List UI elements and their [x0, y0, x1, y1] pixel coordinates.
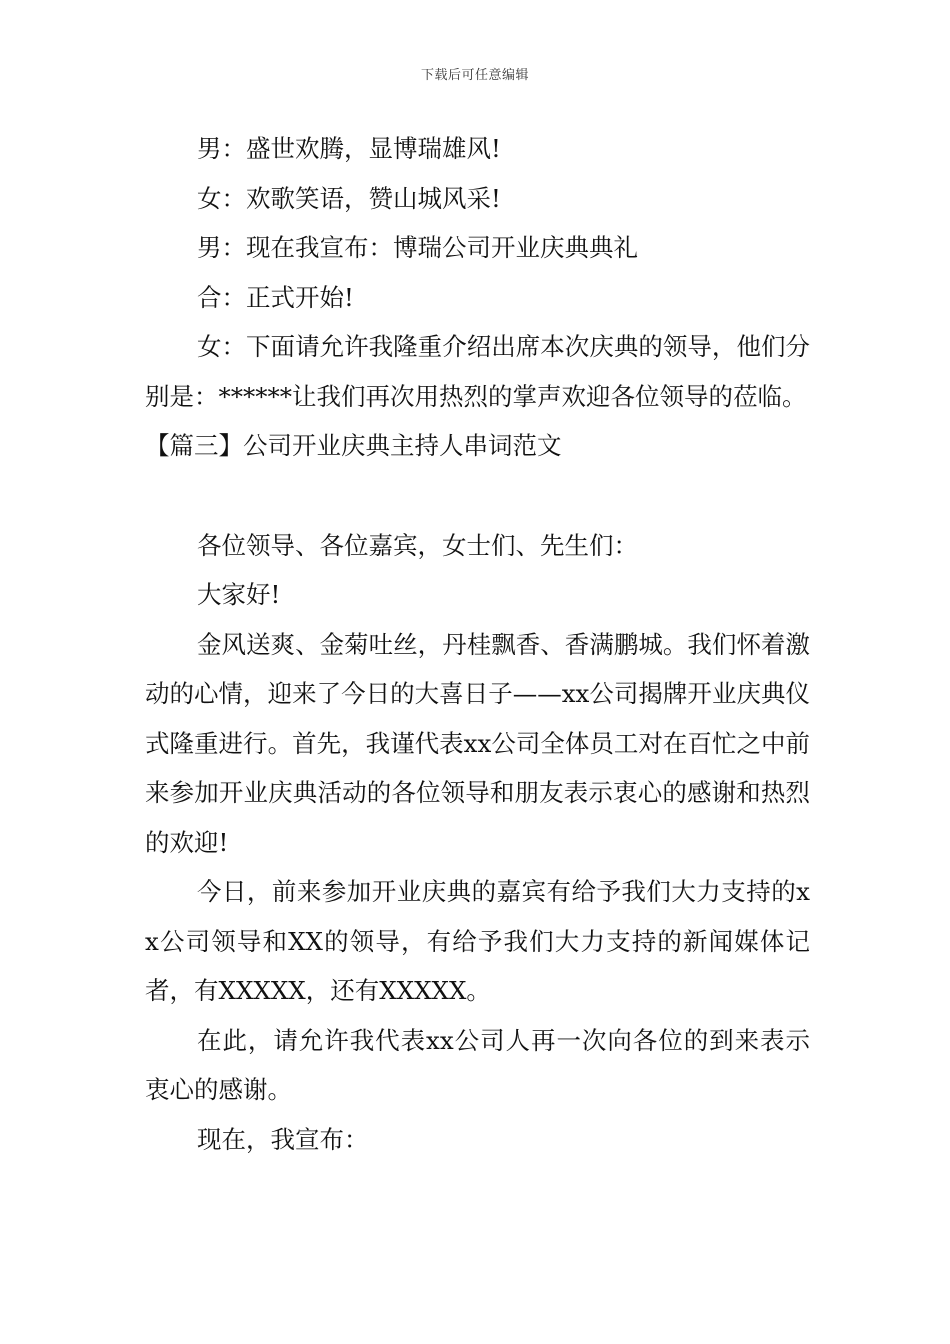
paragraph: 男：盛世欢腾，显博瑞雄风! [197, 134, 501, 163]
paragraph: 女：欢歌笑语，赞山城风采! [197, 183, 501, 213]
section-heading: 【篇三】公司开业庆典主持人串词范文 [145, 431, 562, 460]
page-header: 下载后可任意编辑 [420, 68, 529, 83]
paragraph: 今日，前来参加开业庆典的嘉宾有给予我们大力支持的xx公司领导和XX的领导，有给予我们大力支持的新闻媒体记者，有XXXXX，还有XXXXX。 [145, 877, 810, 1005]
paragraph: 金风送爽、金菊吐丝，丹桂飘香、香满鹏城。我们怀着激动的心情，迎来了今日的大喜日子——xx公司揭牌开业庆典仪式隆重进行。首先，我谨代表xx公司全体员工对在百忙之中前来参加开业庆典活动的各位领导和朋友表示衷心的感谢和热烈的欢迎! [145, 629, 810, 857]
paragraph: 大家好! [197, 580, 281, 609]
paragraph: 合：正式开始! [197, 282, 354, 312]
paragraph: 各位领导、各位嘉宾，女士们、先生们： [197, 530, 638, 560]
paragraph: 现在，我宣布： [197, 1124, 369, 1154]
paragraph: 男：现在我宣布：博瑞公司开业庆典典礼 [197, 233, 638, 262]
document-body [145, 124, 810, 1164]
blank-line [145, 471, 810, 521]
paragraph: 女：下面请允许我隆重介绍出席本次庆典的领导，他们分别是：******让我们再次用热烈的掌声欢迎各位领导的莅临。 [145, 332, 810, 411]
paragraph: 在此，请允许我代表xx公司人再一次向各位的到来表示衷心的感谢。 [145, 1025, 810, 1104]
